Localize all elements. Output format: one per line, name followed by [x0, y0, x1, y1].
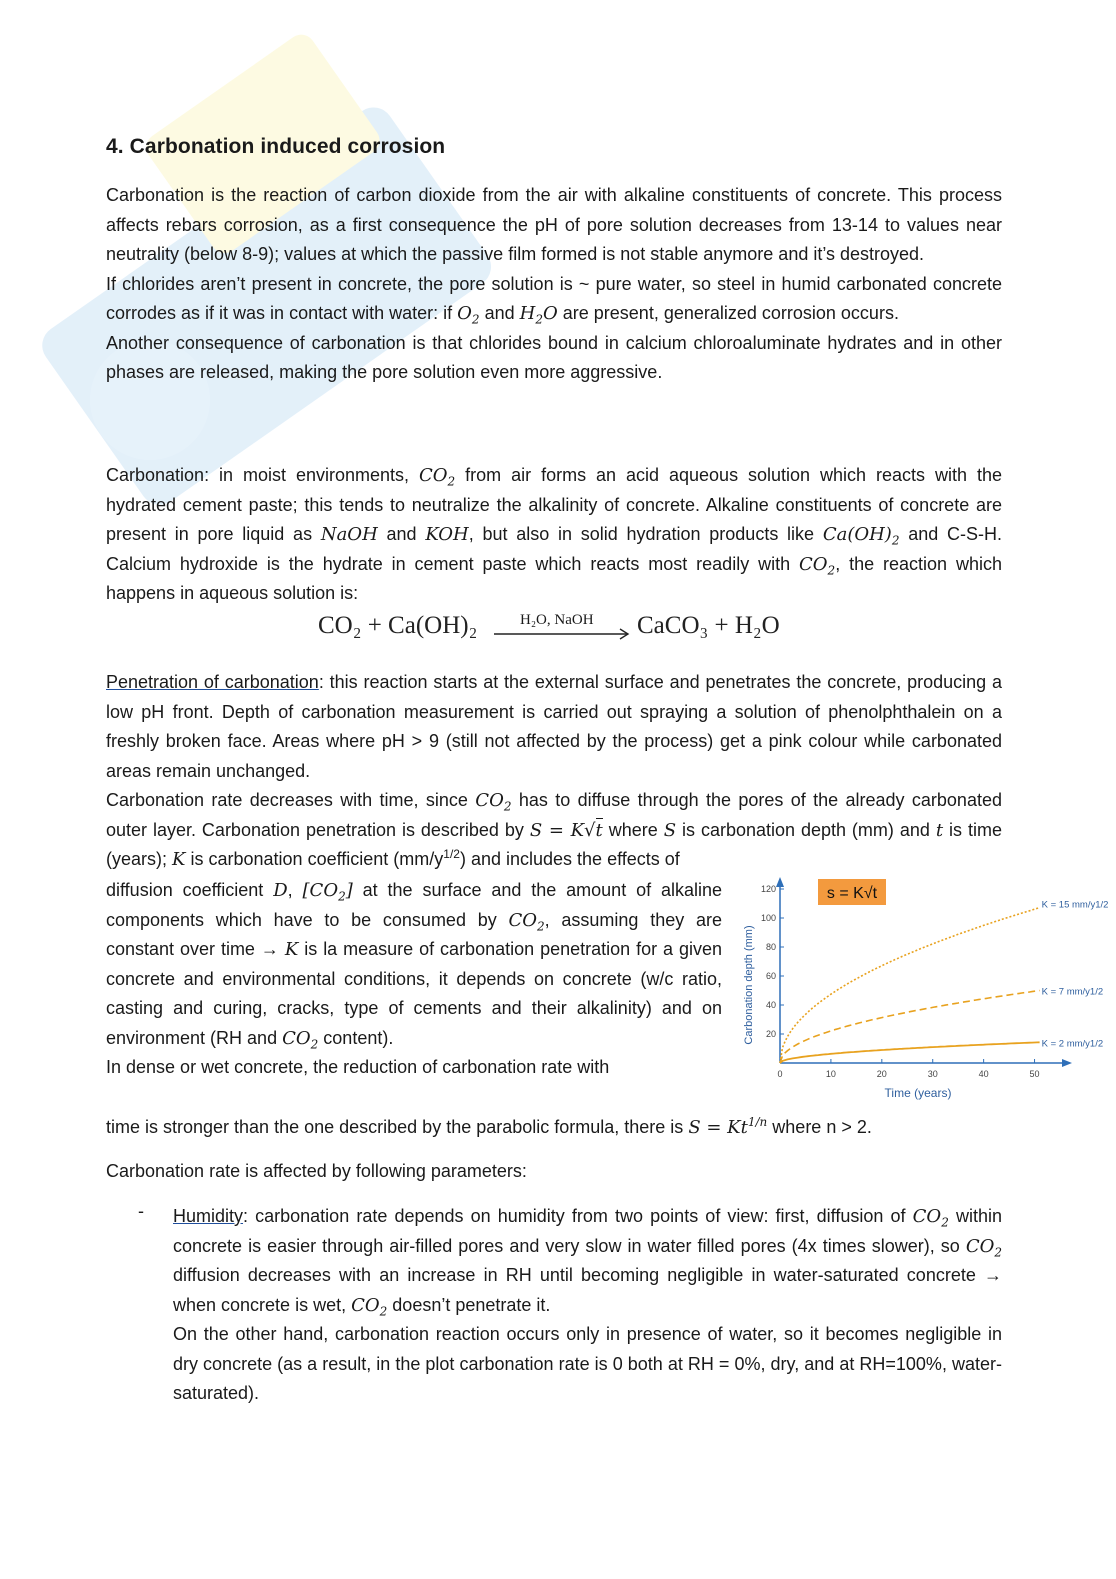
chart-title: s = K√t	[826, 885, 878, 902]
chart-y-tick-label: 60	[765, 971, 776, 981]
intro-para-c: Another consequence of carbonation is that chlorides bound in calcium chloroaluminate hydrates and in other phases are released, making the pore solution even more aggressive.	[106, 332, 1002, 382]
humidity-bullet: Humidity: carbonation rate depends on humidity from two points of view: first, diffusion of $CO_2$ within concrete is easier through air-filled pores and very slow in water filled pores (4x times slower), so $CO_2$ diffusion decreases with an increase in RH until becoming negligible in water-saturated concrete → when concrete is wet, $CO_2$ doesn’t penetrate it. On the other hand, carbonation reaction occurs only in presence of water, so it becomes negligible in dry concrete (as a result, in the plot carbonation rate is 0 both at RH = 0%, dry, and at RH=100%, water-saturated).	[173, 1206, 1002, 1403]
chart-y-tick-label: 100	[760, 913, 776, 923]
chart-y-arrow	[776, 877, 784, 887]
h2o-formula: $H_2O$	[519, 303, 558, 327]
chart-x-tick-label: 20	[876, 1069, 887, 1079]
penetration-paragraph: Penetration of carbonation: this reaction starts at the external surface and penetrates the concrete, producing a low pH front. Depth of carbonation measurement is carried out spraying a solution of phenolphthalein on a freshly broken face. Areas where pH > 9 (still not affected by the process) get a pink colour while carbonated areas remain unchanged. Carbonation rate decreases with time, since $CO_2$ has to diffuse through the pores of the already carbonated outer layer. Carbonation penetration is described by S = K√t where S is carbonation depth (mm) and t is time (years); K is carbonation coefficient $(mm/y^{1/2})$ and includes the effects of	[106, 672, 1002, 870]
chart-y-tick-label: 80	[765, 942, 776, 952]
wrapped-paragraph: diffusion coefficient D, $[CO_2]$ at the surface and the amount of alkaline components which have to be consumed by $CO_2$, assuming they are constant over time → K is la measure of carbonation penetration for a given concrete and environmental conditions, it depends on concrete (w/c ratio, casting and curing, cracks, type of cements and their alkalinity) and on environment (RH and $CO_2$ content). In dense or wet concrete, the reduction of carbonation rate with	[106, 880, 722, 1077]
carbonation-paragraph: Carbonation: in moist environments, $CO_2$ from air forms an acid aqueous solution which reacts with the hydrated cement paste; this tends to neutralize the alkalinity of concrete. Alkaline constituents of concrete are present in pore liquid as NaOH and KOH, but also in solid hydration products like $Ca(OH)_2$ and C-S-H. Calcium hydroxide is the hydrate in cement paste which reacts most readily with $CO_2$, the reaction which happens in aqueous solution is:	[106, 465, 1002, 603]
chart-x-tick-label: 40	[978, 1069, 989, 1079]
sqrt-formula: S = K√t	[529, 819, 603, 841]
section-heading: 4. Carbonation induced corrosion	[106, 135, 446, 158]
humidity-link: Humidity	[173, 1206, 244, 1226]
chart-y-tick-label: 40	[765, 1000, 776, 1010]
carbonation-chart	[738, 875, 1109, 1110]
parabolic-note: time is stronger than the one described by the parabolic formula, there is $S = Kt^{1/n}$ where n > 2.	[106, 1115, 872, 1138]
arrow-condition: H₂O, NaOH	[520, 612, 594, 628]
penetration-heading-link: Penetration of carbonation	[106, 672, 319, 692]
intro-para-b: If chlorides aren’t present in concrete, the pore solution is ~ pure water, so steel in humid carbonated concrete corrodes as if it was in contact with water: if $O_2$ and $H_2O$ are present, generalized corrosion occurs.	[106, 273, 1002, 327]
intro-paragraphs	[106, 181, 1002, 388]
reaction-equation: CO₂ + Ca(OH)₂	[318, 612, 478, 639]
chart-x-tick-label: 30	[927, 1069, 938, 1079]
chart-series-label: K = 7 mm/y1/2	[1041, 986, 1104, 998]
o2-formula: $O_2$	[457, 303, 480, 327]
intro-para-a: Carbonation is the reaction of carbon dioxide from the air with alkaline constituents of concrete. This process affects rebars corrosion, as a first consequence the pH of pore solution decreases from 13-14 to values near neutrality (below 8-9); values at which the passive film formed is not stable anymore and it’s destroyed.	[106, 185, 1002, 264]
chart-series-label: K = 15 mm/y1/2	[1041, 899, 1109, 911]
chart-series-line	[780, 908, 1040, 1063]
bullet-dash: -	[138, 1201, 144, 1221]
chart-xlabel: Time (years)	[884, 1086, 952, 1100]
chart-ylabel: Carbonation depth (mm)	[743, 925, 755, 1045]
chart-x-tick-label: 50	[1029, 1069, 1040, 1079]
chart-x-tick-label: 10	[825, 1069, 836, 1079]
chart-series-line	[780, 1042, 1040, 1063]
parameters-intro: Carbonation rate is affected by following parameters:	[106, 1161, 527, 1181]
chart-series-label: K = 2 mm/y1/2	[1041, 1038, 1104, 1050]
reaction-products: CaCO₃ + H₂O	[637, 612, 780, 639]
chart-x-arrow	[1062, 1059, 1072, 1067]
chart-series-line	[780, 991, 1040, 1064]
chart-y-tick-label: 20	[765, 1029, 776, 1039]
chart-y-tick-label: 120	[760, 884, 776, 894]
chart-x-tick-label: 0	[777, 1069, 783, 1079]
